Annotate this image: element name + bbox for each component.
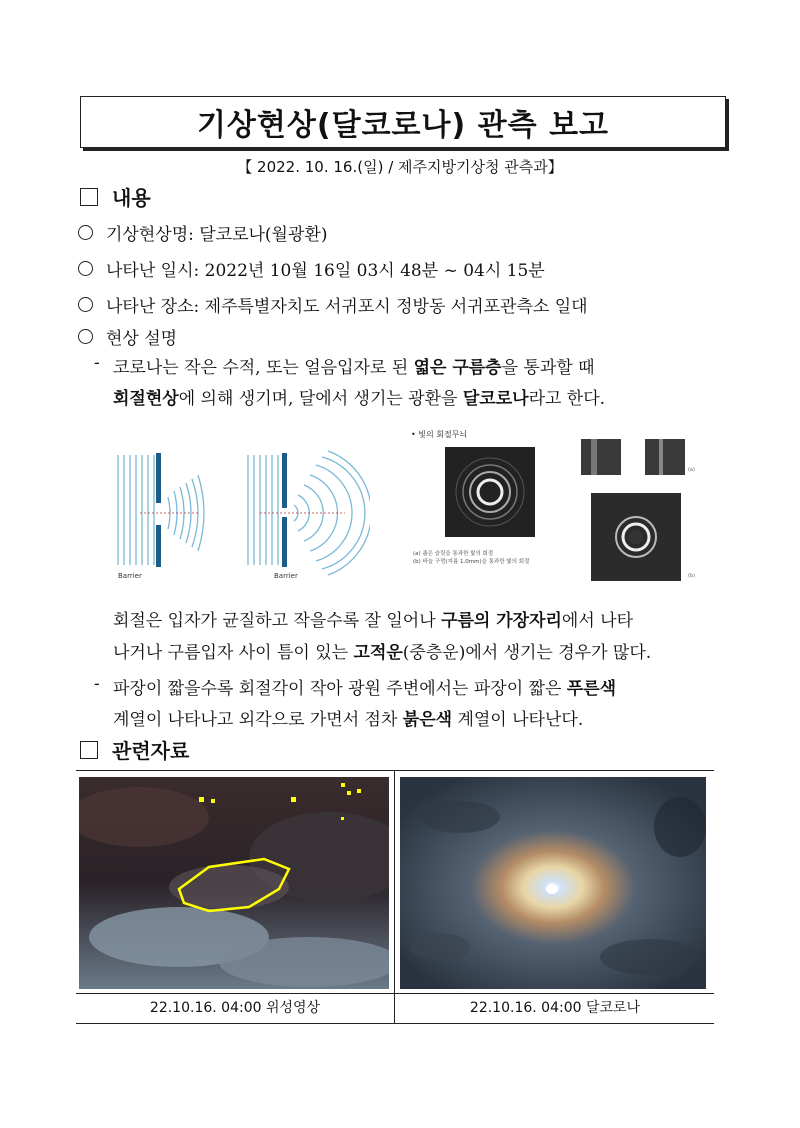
circle-bullet-icon xyxy=(78,225,93,240)
caption-corona: 22.10.16. 04:00 달코로나 xyxy=(469,1000,641,1016)
caption-a: (a) 좁은 슬릿을 통과한 빛의 회절 xyxy=(413,551,494,557)
para2-line2: 나거나 구름입자 사이 틈이 있는 고적운(중층운)에서 생기는 경우가 많다. xyxy=(113,643,652,663)
slit-image-2 xyxy=(645,439,685,475)
label-b: (b) xyxy=(688,573,696,579)
moon-corona-image xyxy=(400,777,706,989)
single-slit-diagram xyxy=(118,453,204,580)
item-time-text: 나타난 일시: 2022년 10월 16일 03시 48분 ~ 04시 15분 xyxy=(106,261,545,281)
moon-icon xyxy=(546,884,558,894)
circle-bullet-icon xyxy=(78,261,93,276)
diffraction-title: • 빛의 회절무늬 xyxy=(411,430,468,439)
double-slit-diagram xyxy=(248,451,370,580)
para3-line2: 계열이 나타나고 외각으로 가면서 점차 붉은색 계열이 나타난다. xyxy=(113,710,584,730)
report-subtitle: 【 2022. 10. 16.(일) / 제주지방기상청 관측과】 xyxy=(237,158,563,176)
table-divider xyxy=(394,771,395,1023)
item-time xyxy=(78,256,545,281)
barrier-label-1: Barrier xyxy=(118,572,142,580)
item-name-text: 기상현상명: 달코로나(월광환) xyxy=(106,225,328,245)
report-title: 기상현상(달코로나) 관측 보고 xyxy=(80,96,726,148)
diffraction-figure xyxy=(405,425,725,585)
caption-satellite: 22.10.16. 04:00 위성영상 xyxy=(149,1000,321,1016)
item-place-text: 나타난 장소: 제주특별자치도 서귀포시 정방동 서귀포관측소 일대 xyxy=(106,297,588,317)
barrier-label-2: Barrier xyxy=(274,572,298,580)
para2-line1: 회절은 입자가 균질하고 작을수록 잘 일어나 구름의 가장자리에서 나타 xyxy=(113,611,633,631)
item-name xyxy=(78,220,327,245)
para1-line2: 회절현상에 의해 생기며, 달에서 생기는 광환을 달코로나라고 한다. xyxy=(113,389,606,409)
caption-divider xyxy=(76,993,714,994)
dash-bullet: - xyxy=(94,353,100,373)
item-desc xyxy=(78,324,177,349)
section-content-label: 내용 xyxy=(112,186,151,210)
circle-bullet-icon xyxy=(78,329,93,344)
circle-bullet-icon xyxy=(78,297,93,312)
label-a: (a) xyxy=(688,467,695,473)
photo-table xyxy=(76,770,714,1024)
para3-line1: 파장이 짧을수록 회절각이 작아 광원 주변에서는 파장이 짧은 푸른색 xyxy=(113,679,617,699)
square-bullet-icon xyxy=(80,741,98,759)
caption-b: (b) 바늘 구멍(지름 1.0mm)을 통과한 빛의 회절 xyxy=(413,559,530,565)
wave-diagram xyxy=(110,445,370,585)
item-desc-text: 현상 설명 xyxy=(106,329,178,349)
item-place xyxy=(78,292,588,317)
section-related xyxy=(80,735,189,764)
dash-bullet: - xyxy=(94,674,100,694)
slit-image-1 xyxy=(581,439,621,475)
para1-line1: 코로나는 작은 수적, 또는 얼음입자로 된 엷은 구름층을 통과할 때 xyxy=(113,358,595,378)
satellite-image xyxy=(79,777,389,989)
section-content xyxy=(80,182,151,211)
section-related-label: 관련자료 xyxy=(112,739,190,763)
square-bullet-icon xyxy=(80,188,98,206)
